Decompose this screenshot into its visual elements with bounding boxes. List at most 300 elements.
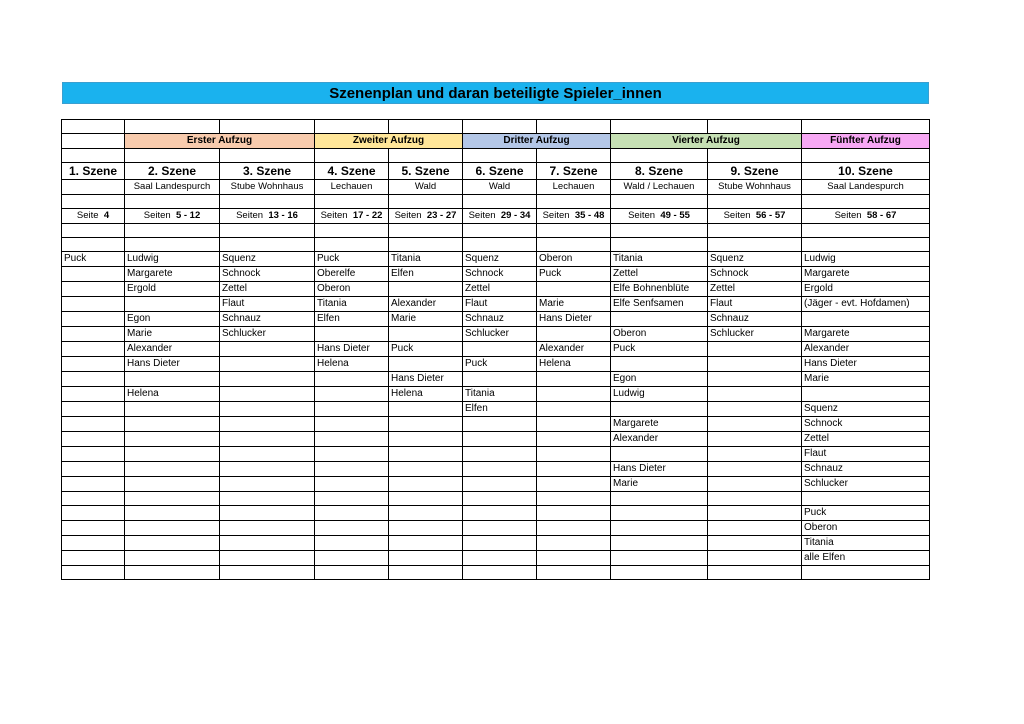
player-cell: [537, 492, 611, 506]
player-cell: Titania: [315, 297, 389, 312]
player-cell: [708, 417, 802, 432]
player-cell: Helena: [315, 357, 389, 372]
player-cell: Flaut: [463, 297, 537, 312]
player-cell: [125, 462, 220, 477]
player-cell: Schnock: [802, 417, 930, 432]
player-cell: Alexander: [125, 342, 220, 357]
locations-row: [62, 180, 930, 195]
player-cell: Hans Dieter: [315, 342, 389, 357]
empty-cell: [389, 224, 463, 238]
scene-name: 10. Szene: [802, 163, 930, 180]
pages-label: Seiten: [834, 210, 867, 221]
player-cell: [708, 521, 802, 536]
player-cell: [125, 477, 220, 492]
empty-cell: [389, 238, 463, 252]
player-cell: [537, 372, 611, 387]
player-cell: [62, 521, 125, 536]
player-row: [62, 252, 930, 267]
player-cell: Puck: [537, 267, 611, 282]
player-cell: [62, 327, 125, 342]
player-cell: (Jäger - evt. Hofdamen): [802, 297, 930, 312]
empty-cell: [463, 120, 537, 134]
player-cell: [315, 387, 389, 402]
player-cell: [708, 551, 802, 566]
empty-cell: [389, 195, 463, 209]
player-cell: Puck: [463, 357, 537, 372]
player-cell: [611, 402, 708, 417]
player-cell: [611, 536, 708, 551]
player-row: [62, 342, 930, 357]
player-cell: Schlucker: [708, 327, 802, 342]
player-cell: Titania: [389, 252, 463, 267]
player-cell: [315, 492, 389, 506]
player-row: [62, 432, 930, 447]
player-cell: Alexander: [802, 342, 930, 357]
player-cell: [708, 477, 802, 492]
player-cell: [463, 432, 537, 447]
player-cell: Flaut: [802, 447, 930, 462]
player-cell: [62, 506, 125, 521]
player-cell: [220, 342, 315, 357]
player-cell: [708, 387, 802, 402]
player-row: [62, 551, 930, 566]
player-cell: [125, 551, 220, 566]
player-cell: Marie: [125, 327, 220, 342]
player-cell: Squenz: [802, 402, 930, 417]
blank-row: [62, 120, 930, 134]
player-cell: [220, 417, 315, 432]
empty-cell: [62, 195, 125, 209]
empty-cell: [463, 238, 537, 252]
scene-pages: [389, 209, 463, 224]
player-cell: [62, 387, 125, 402]
player-cell: [220, 357, 315, 372]
scene-pages: [463, 209, 537, 224]
pages-range: 13 - 16: [268, 210, 298, 221]
player-cell: Puck: [315, 252, 389, 267]
player-cell: Schlucker: [802, 477, 930, 492]
player-cell: Schnauz: [708, 312, 802, 327]
pages-range: 49 - 55: [660, 210, 690, 221]
player-cell: [220, 521, 315, 536]
player-cell: [315, 477, 389, 492]
player-cell: [389, 417, 463, 432]
player-cell: Puck: [802, 506, 930, 521]
player-cell: [315, 521, 389, 536]
player-cell: [62, 477, 125, 492]
player-cell: Schlucker: [463, 327, 537, 342]
player-cell: Ergold: [125, 282, 220, 297]
player-cell: Schnauz: [802, 462, 930, 477]
player-cell: [708, 372, 802, 387]
player-cell: [537, 432, 611, 447]
pages-label: Seite: [76, 210, 104, 221]
empty-cell: [463, 224, 537, 238]
scene-pages: [611, 209, 708, 224]
player-row: [62, 521, 930, 536]
player-cell: [389, 357, 463, 372]
empty-cell: [708, 149, 802, 163]
player-cell: [62, 402, 125, 417]
player-cell: [389, 432, 463, 447]
pages-label: Seiten: [320, 210, 353, 221]
player-cell: Puck: [611, 342, 708, 357]
player-row: [62, 297, 930, 312]
empty-cell: [537, 195, 611, 209]
player-cell: [389, 492, 463, 506]
scene-location: Wald / Lechauen: [611, 180, 708, 195]
player-cell: [315, 506, 389, 521]
player-cell: [62, 357, 125, 372]
player-cell: [611, 447, 708, 462]
empty-cell: [537, 120, 611, 134]
player-cell: [62, 432, 125, 447]
player-cell: [537, 417, 611, 432]
pages-label: Seiten: [394, 210, 427, 221]
player-cell: Alexander: [537, 342, 611, 357]
player-cell: [62, 551, 125, 566]
player-cell: [537, 536, 611, 551]
player-cell: [220, 536, 315, 551]
player-cell: [125, 492, 220, 506]
player-cell: [389, 521, 463, 536]
player-cell: Flaut: [708, 297, 802, 312]
player-cell: [611, 551, 708, 566]
player-cell: [389, 551, 463, 566]
player-row: [62, 267, 930, 282]
player-cell: [62, 297, 125, 312]
player-cell: Egon: [125, 312, 220, 327]
scene-location: Wald: [463, 180, 537, 195]
player-cell: [220, 566, 315, 580]
player-cell: Flaut: [220, 297, 315, 312]
pages-row: [62, 209, 930, 224]
pages-range: 4: [103, 210, 110, 221]
empty-cell: [611, 195, 708, 209]
player-cell: [463, 566, 537, 580]
player-cell: Margarete: [125, 267, 220, 282]
empty-cell: [463, 149, 537, 163]
player-cell: [315, 417, 389, 432]
empty-cell: [537, 224, 611, 238]
player-cell: [708, 447, 802, 462]
empty-cell: [125, 149, 220, 163]
pages-label: Seiten: [143, 210, 176, 221]
empty-cell: [125, 120, 220, 134]
player-row: [62, 387, 930, 402]
player-cell: Zettel: [611, 267, 708, 282]
player-cell: [389, 282, 463, 297]
player-cell: [315, 447, 389, 462]
empty-cell: [611, 149, 708, 163]
player-cell: [125, 417, 220, 432]
player-cell: Schnock: [463, 267, 537, 282]
player-cell: [611, 506, 708, 521]
player-row: [62, 462, 930, 477]
player-cell: [463, 506, 537, 521]
empty-cell: [802, 149, 930, 163]
pages-range: 29 - 34: [500, 210, 531, 221]
player-cell: [125, 566, 220, 580]
player-cell: Ludwig: [611, 387, 708, 402]
player-cell: Elfen: [315, 312, 389, 327]
player-row: [62, 372, 930, 387]
empty-cell: [315, 195, 389, 209]
scene-plan-table: [61, 119, 930, 580]
player-cell: [537, 282, 611, 297]
player-cell: [802, 566, 930, 580]
player-cell: Hans Dieter: [389, 372, 463, 387]
player-row: [62, 417, 930, 432]
player-cell: Ergold: [802, 282, 930, 297]
empty-cell: [537, 238, 611, 252]
player-cell: Oberon: [802, 521, 930, 536]
player-cell: [125, 521, 220, 536]
player-cell: Elfe Senfsamen: [611, 297, 708, 312]
empty-cell: [708, 195, 802, 209]
scene-pages: [537, 209, 611, 224]
player-cell: [537, 402, 611, 417]
player-row: [62, 447, 930, 462]
player-cell: [537, 447, 611, 462]
player-cell: Hans Dieter: [802, 357, 930, 372]
scene-name: 8. Szene: [611, 163, 708, 180]
player-cell: [537, 327, 611, 342]
act-header: Dritter Aufzug: [463, 134, 611, 149]
scene-location: Saal Landespurch: [802, 180, 930, 195]
player-cell: [463, 536, 537, 551]
player-cell: Ludwig: [125, 252, 220, 267]
empty-cell: [708, 224, 802, 238]
player-cell: [62, 267, 125, 282]
player-cell: [62, 447, 125, 462]
empty-cell: [125, 195, 220, 209]
scene-pages: [220, 209, 315, 224]
empty-cell: [125, 238, 220, 252]
scene-name: 7. Szene: [537, 163, 611, 180]
player-cell: [611, 521, 708, 536]
page-title: Szenenplan und daran beteiligte Spieler_innen: [62, 82, 929, 104]
player-cell: Elfe Bohnenblüte: [611, 282, 708, 297]
blank-row: [62, 224, 930, 238]
player-cell: [220, 477, 315, 492]
player-row: [62, 357, 930, 372]
player-cell: Oberon: [537, 252, 611, 267]
player-row: [62, 477, 930, 492]
player-cell: [611, 357, 708, 372]
player-cell: Oberelfe: [315, 267, 389, 282]
player-cell: [315, 566, 389, 580]
player-cell: [220, 462, 315, 477]
empty-cell: [463, 195, 537, 209]
player-cell: [463, 521, 537, 536]
scene-location: Saal Landespurch: [125, 180, 220, 195]
player-cell: [315, 327, 389, 342]
scene-name: 2. Szene: [125, 163, 220, 180]
player-row: [62, 327, 930, 342]
player-cell: [62, 342, 125, 357]
player-cell: [125, 536, 220, 551]
player-cell: [389, 402, 463, 417]
player-cell: Puck: [389, 342, 463, 357]
player-cell: Zettel: [220, 282, 315, 297]
scene-location: [62, 180, 125, 195]
player-cell: [125, 506, 220, 521]
scene-pages: [62, 209, 125, 224]
player-cell: Squenz: [708, 252, 802, 267]
act-header: Erster Aufzug: [125, 134, 315, 149]
player-cell: Schnock: [708, 267, 802, 282]
player-cell: Oberon: [315, 282, 389, 297]
player-cell: Titania: [611, 252, 708, 267]
player-cell: [315, 462, 389, 477]
player-cell: [537, 566, 611, 580]
player-cell: [463, 372, 537, 387]
pages-label: Seiten: [542, 210, 575, 221]
player-cell: [537, 521, 611, 536]
player-cell: [62, 492, 125, 506]
player-cell: [125, 447, 220, 462]
scene-name: 9. Szene: [708, 163, 802, 180]
player-cell: Marie: [611, 477, 708, 492]
player-cell: [62, 566, 125, 580]
pages-label: Seiten: [723, 210, 756, 221]
player-cell: [537, 551, 611, 566]
player-cell: [389, 536, 463, 551]
player-cell: [315, 372, 389, 387]
empty-cell: [802, 195, 930, 209]
pages-range: 58 - 67: [866, 210, 897, 221]
player-cell: Oberon: [611, 327, 708, 342]
empty-cell: [220, 238, 315, 252]
empty-cell: [315, 120, 389, 134]
scene-pages: [125, 209, 220, 224]
pages-range: 56 - 57: [755, 210, 786, 221]
player-cell: Squenz: [220, 252, 315, 267]
player-cell: Squenz: [463, 252, 537, 267]
scene-name: 5. Szene: [389, 163, 463, 180]
blank-row: [62, 238, 930, 252]
player-cell: [463, 417, 537, 432]
scene-location: Stube Wohnhaus: [220, 180, 315, 195]
player-cell: Puck: [62, 252, 125, 267]
player-cell: [708, 536, 802, 551]
scene-pages: [802, 209, 930, 224]
empty-cell: [125, 224, 220, 238]
player-cell: [315, 402, 389, 417]
empty-cell: [315, 149, 389, 163]
player-cell: [125, 297, 220, 312]
player-cell: Zettel: [802, 432, 930, 447]
player-cell: Elfen: [463, 402, 537, 417]
empty-cell: [62, 238, 125, 252]
scene-location: Lechauen: [537, 180, 611, 195]
player-cell: [708, 506, 802, 521]
player-cell: [220, 506, 315, 521]
player-cell: [708, 492, 802, 506]
player-cell: [220, 372, 315, 387]
player-cell: [611, 566, 708, 580]
player-cell: [537, 506, 611, 521]
player-cell: alle Elfen: [802, 551, 930, 566]
player-cell: [389, 506, 463, 521]
player-cell: Egon: [611, 372, 708, 387]
empty-cell: [62, 134, 125, 149]
player-cell: [220, 492, 315, 506]
empty-cell: [708, 120, 802, 134]
empty-cell: [611, 238, 708, 252]
scene-location: Wald: [389, 180, 463, 195]
player-cell: [389, 477, 463, 492]
empty-cell: [62, 224, 125, 238]
player-cell: [537, 462, 611, 477]
player-cell: [389, 447, 463, 462]
pages-label: Seiten: [468, 210, 501, 221]
empty-cell: [62, 120, 125, 134]
player-cell: [62, 282, 125, 297]
pages-label: Seiten: [236, 210, 269, 221]
scene-name: 3. Szene: [220, 163, 315, 180]
act-header: Fünfter Aufzug: [802, 134, 930, 149]
scene-location: Stube Wohnhaus: [708, 180, 802, 195]
scene-pages: [315, 209, 389, 224]
scene-name: 6. Szene: [463, 163, 537, 180]
act-header: Vierter Aufzug: [611, 134, 802, 149]
player-cell: Alexander: [611, 432, 708, 447]
player-cell: [708, 357, 802, 372]
player-cell: [62, 372, 125, 387]
player-row: [62, 536, 930, 551]
player-cell: [125, 372, 220, 387]
player-cell: Zettel: [708, 282, 802, 297]
player-cell: Schlucker: [220, 327, 315, 342]
act-header: Zweiter Aufzug: [315, 134, 463, 149]
player-cell: Helena: [389, 387, 463, 402]
player-cell: [611, 492, 708, 506]
player-cell: Marie: [537, 297, 611, 312]
scene-name: 4. Szene: [315, 163, 389, 180]
scene-pages: [708, 209, 802, 224]
player-cell: Titania: [463, 387, 537, 402]
empty-cell: [220, 224, 315, 238]
player-cell: Schnauz: [463, 312, 537, 327]
player-cell: [389, 462, 463, 477]
player-cell: [463, 447, 537, 462]
player-cell: [463, 477, 537, 492]
empty-cell: [62, 149, 125, 163]
player-cell: [62, 462, 125, 477]
player-cell: [537, 387, 611, 402]
empty-cell: [708, 238, 802, 252]
player-cell: [220, 551, 315, 566]
player-cell: [463, 342, 537, 357]
player-cell: [220, 432, 315, 447]
player-row: [62, 402, 930, 417]
player-cell: [708, 566, 802, 580]
empty-cell: [537, 149, 611, 163]
empty-cell: [389, 120, 463, 134]
pages-range: 5 - 12: [175, 210, 201, 221]
player-cell: [463, 492, 537, 506]
player-cell: [62, 536, 125, 551]
empty-cell: [611, 224, 708, 238]
player-cell: Helena: [537, 357, 611, 372]
pages-range: 23 - 27: [426, 210, 457, 221]
player-cell: [708, 402, 802, 417]
player-cell: Alexander: [389, 297, 463, 312]
player-cell: Margarete: [802, 267, 930, 282]
empty-cell: [611, 120, 708, 134]
